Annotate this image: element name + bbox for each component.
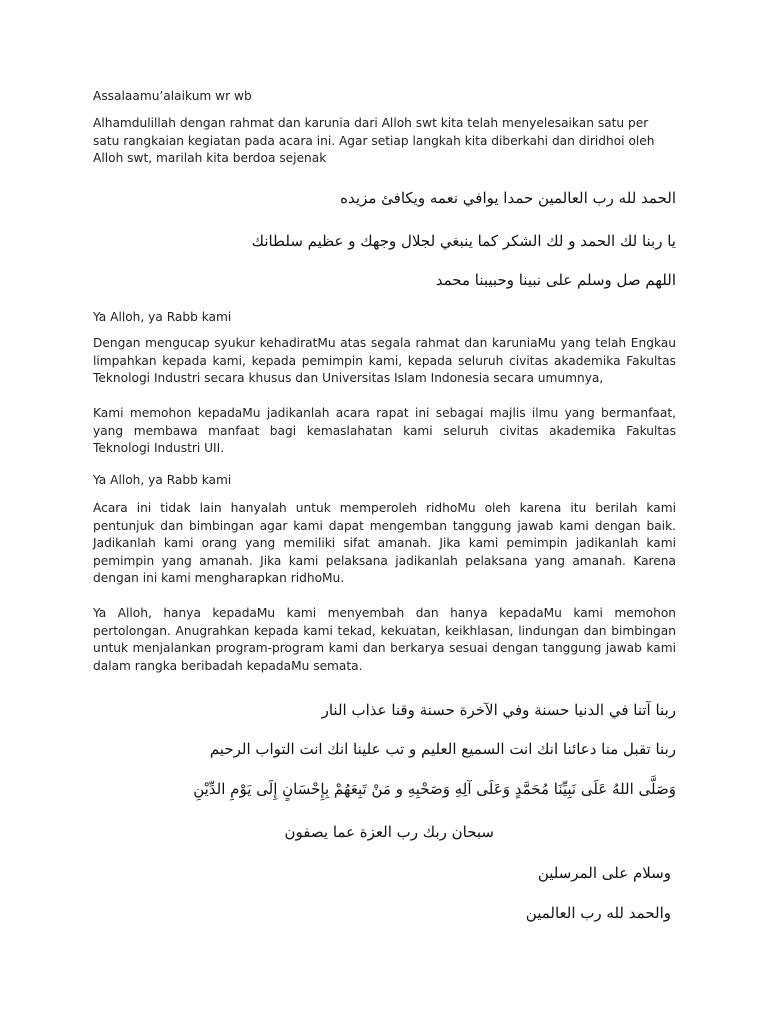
- paragraph-3: Acara ini tidak lain hanyalah untuk memperoleh ridhoMu oleh karena itu berilah kami pentunjuk dan bimbingan agar kami dapat mengemban tanggung jawab kami dengan baik. Jadikanlah kami orang yang memiliki sifat amanah. Jika kami pemimpin jadikanlah kami pemimpin yang amanah. Jika kami pelaksana jadikanlah pelaksana yang amanah. Karena dengan ini kami mengharapkan ridhoMu.: [93, 501, 676, 585]
- paragraph-1: Dengan mengucap syukur kehadiratMu atas segala rahmat dan karuniaMu yang telah Engkau limpahkan kepada kami, kepada pemimpin kami, kepada seluruh civitas akademika Fakultas Teknologi Industri secara khusus dan Universitas Islam Indonesia secara umumnya,: [93, 336, 676, 385]
- greeting: Assalaamu’alaikum wr wb: [93, 89, 252, 103]
- arabic-opening-line-3: اللهم صل وسلم على نبينا وحبيبنا محمد: [435, 271, 676, 289]
- arabic-opening-line-1: الحمد لله رب العالمين حمدا يوافي نعمه ويكافئ مزيده: [340, 189, 676, 207]
- arabic-closing-line-4: سبحان ربك رب العزة عما يصفون: [284, 823, 494, 841]
- arabic-closing-line-1: ربنا آتنا في الدنيا حسنة وفي الآخرة حسنة وقنا عذاب النار: [321, 701, 676, 719]
- invocation-1: Ya Alloh, ya Rabb kami: [93, 310, 232, 324]
- paragraph-2: Kami memohon kepadaMu jadikanlah acara rapat ini sebagai majlis ilmu yang bermanfaat, yang membawa manfaat bagi kemaslahatan kami seluruh civitas akademika Fakultas Teknologi Industri UII.: [93, 406, 676, 455]
- paragraph-4: Ya Alloh, hanya kepadaMu kami menyembah dan hanya kepadaMu kami memohon pertolongan. Anugrahkan kepada kami tekad, kekuatan, keikhlasan, lindungan dan bimbingan untuk menjalankan program-program kami dan berkarya sesuai dengan tanggung jawab kami dalam rangka beribadah kepadaMu semata.: [93, 606, 676, 673]
- arabic-opening-line-2: يا ربنا لك الحمد و لك الشكر كما ينبغي لجلال وجهك و عظيم سلطانك: [251, 232, 676, 250]
- arabic-closing-line-2: ربنا تقبل منا دعائنا انك انت السميع العليم و تب علينا انك انت التواب الرحيم: [209, 740, 676, 758]
- intro-paragraph: Alhamdulillah dengan rahmat dan karunia dari Alloh swt kita telah menyelesaikan satu per satu rangkaian kegiatan pada acara ini. Agar setiap langkah kita diberkahi dan diridhoi oleh Alloh swt, marilah kita berdoa sejenak: [93, 116, 655, 165]
- arabic-closing-line-6: والحمد لله رب العالمين: [525, 904, 671, 922]
- invocation-2: Ya Alloh, ya Rabb kami: [93, 473, 232, 487]
- arabic-closing-line-5: وسلام على المرسلين: [537, 864, 671, 882]
- arabic-closing-line-3: وَصَلَّى اللهُ عَلَى نَبِيِّنَا مُحَمَّدٍ وَعَلَى آلِهِ وَصَحْبِهِ و مَنْ تَبِعَهُمْ بِإِحْسَانٍ إِلَى يَوْمِ الدِّيْنِ: [193, 780, 676, 798]
